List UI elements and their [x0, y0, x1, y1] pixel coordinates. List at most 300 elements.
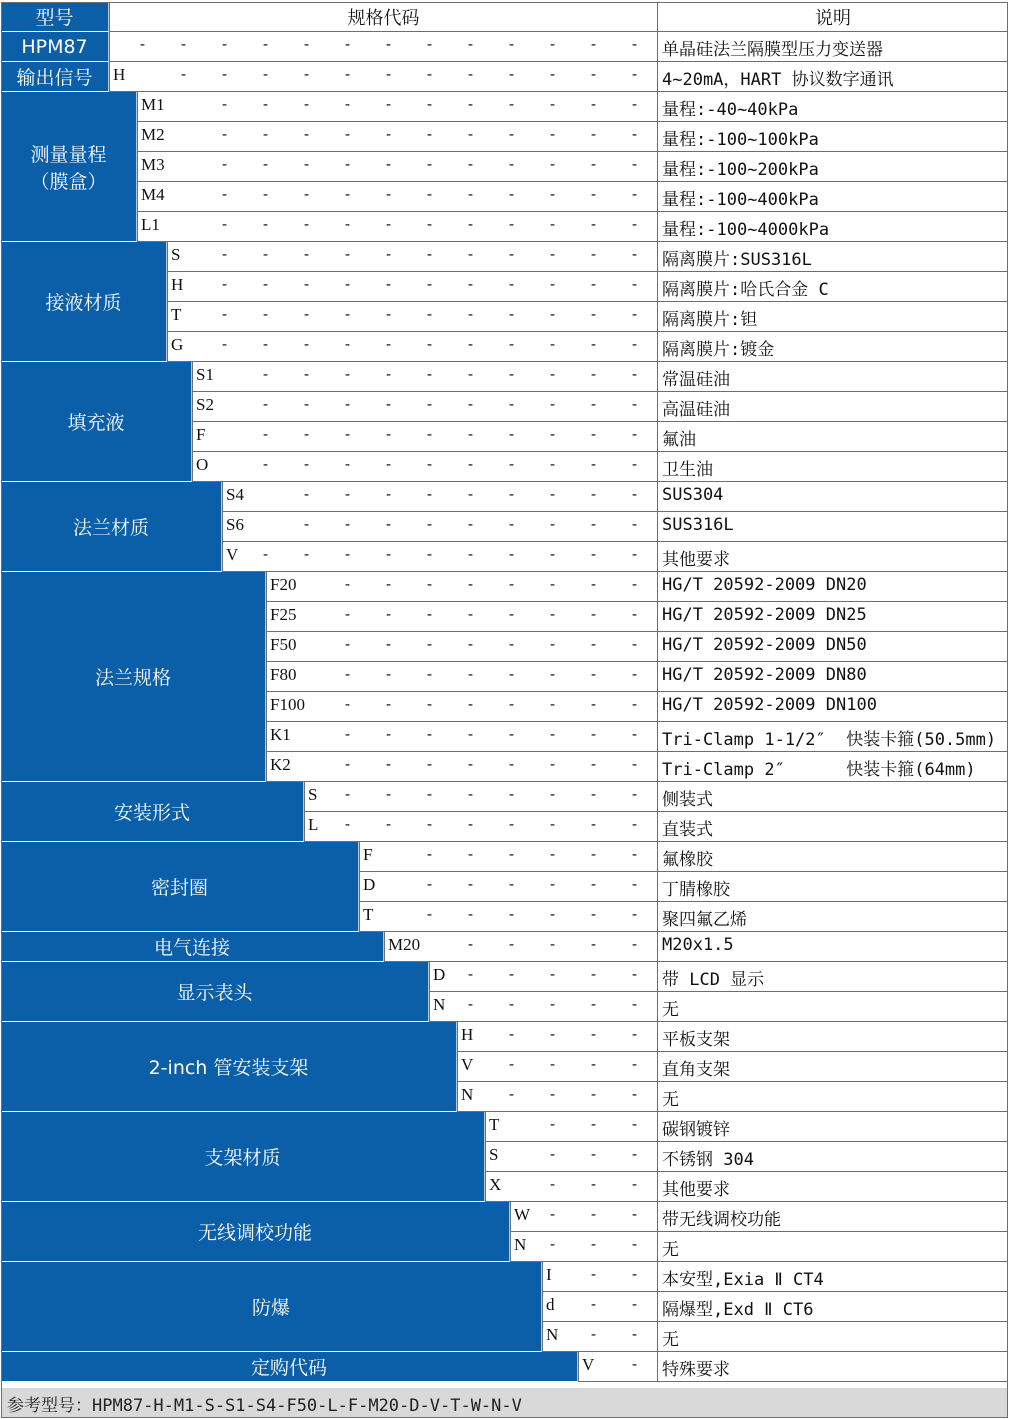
- code-cell: [304, 782, 657, 812]
- dash-leader: -: [466, 635, 476, 653]
- code-value: F20: [270, 575, 297, 594]
- dash-leader: -: [220, 35, 230, 53]
- dash-leader: -: [589, 995, 599, 1013]
- dash-leader: -: [466, 215, 476, 233]
- code-value: S2: [196, 395, 214, 414]
- dash-leader: -: [630, 335, 640, 353]
- dash-leader: -: [589, 1055, 599, 1073]
- code-value: N: [514, 1235, 527, 1254]
- code-cell: [137, 92, 657, 122]
- dash-leader: -: [302, 395, 312, 413]
- dash-leader: -: [589, 605, 599, 623]
- dash-leader: -: [548, 395, 558, 413]
- dash-leader: -: [507, 1025, 517, 1043]
- dash-leader: -: [630, 935, 640, 953]
- dash-leader: -: [425, 65, 435, 83]
- dash-leader: -: [589, 215, 599, 233]
- description-cell: M20x1.5: [657, 932, 1008, 962]
- dash-leader: -: [630, 125, 640, 143]
- code-cell: [222, 512, 657, 542]
- dash-leader: -: [507, 665, 517, 683]
- category-label: 密封圈: [1, 842, 359, 932]
- description-cell: 平板支架: [657, 1022, 1008, 1052]
- category-label: 支架材质: [1, 1112, 485, 1202]
- dash-leader: -: [630, 1085, 640, 1103]
- category-label: 电气连接: [1, 932, 384, 962]
- dash-leader: -: [548, 965, 558, 983]
- dash-leader: -: [507, 845, 517, 863]
- description-cell: 本安型,Exia Ⅱ CT4: [657, 1262, 1008, 1292]
- dash-leader: -: [466, 155, 476, 173]
- dash-leader: -: [343, 35, 353, 53]
- dash-leader: -: [548, 155, 558, 173]
- dash-leader: -: [425, 665, 435, 683]
- code-value: D: [433, 965, 446, 984]
- dash-leader: -: [425, 275, 435, 293]
- dash-leader: -: [425, 185, 435, 203]
- dash-leader: -: [343, 815, 353, 833]
- dash-leader: -: [548, 335, 558, 353]
- dash-leader: -: [425, 245, 435, 263]
- dash-leader: -: [630, 695, 640, 713]
- dash-leader: -: [179, 35, 189, 53]
- dash-leader: -: [507, 695, 517, 713]
- dash-leader: -: [425, 425, 435, 443]
- dash-leader: -: [589, 695, 599, 713]
- description-cell: 隔离膜片:SUS316L: [657, 242, 1008, 272]
- dash-leader: -: [343, 155, 353, 173]
- dash-leader: -: [343, 125, 353, 143]
- dash-leader: -: [384, 605, 394, 623]
- dash-leader: -: [630, 635, 640, 653]
- dash-leader: -: [507, 455, 517, 473]
- code-value: M2: [141, 125, 165, 144]
- code-value: M1: [141, 95, 165, 114]
- dash-leader: -: [261, 425, 271, 443]
- dash-leader: -: [302, 35, 312, 53]
- dash-leader: -: [466, 725, 476, 743]
- description-cell: 聚四氟乙烯: [657, 902, 1008, 932]
- dash-leader: -: [589, 155, 599, 173]
- dash-leader: -: [589, 335, 599, 353]
- dash-leader: -: [302, 365, 312, 383]
- code-cell: [578, 1352, 657, 1382]
- dash-leader: -: [425, 815, 435, 833]
- dash-leader: -: [589, 1325, 599, 1343]
- dash-leader: -: [548, 215, 558, 233]
- dash-leader: -: [548, 425, 558, 443]
- dash-leader: -: [507, 1055, 517, 1073]
- dash-leader: -: [507, 545, 517, 563]
- dash-leader: -: [548, 1085, 558, 1103]
- dash-leader: -: [343, 365, 353, 383]
- code-value: S6: [226, 515, 244, 534]
- dash-leader: -: [466, 515, 476, 533]
- dash-leader: -: [343, 305, 353, 323]
- dash-leader: -: [466, 125, 476, 143]
- description-cell: 高温硅油: [657, 392, 1008, 422]
- dash-leader: -: [466, 335, 476, 353]
- dash-leader: -: [548, 1145, 558, 1163]
- dash-leader: -: [630, 455, 640, 473]
- dash-leader: -: [507, 875, 517, 893]
- dash-leader: -: [507, 65, 517, 83]
- dash-leader: -: [384, 275, 394, 293]
- dash-leader: -: [630, 365, 640, 383]
- dash-leader: -: [343, 515, 353, 533]
- dash-leader: -: [384, 785, 394, 803]
- code-value: H: [461, 1025, 474, 1044]
- dash-leader: -: [220, 125, 230, 143]
- description-cell: HG/T 20592-2009 DN20: [657, 572, 1008, 602]
- description-cell: 侧装式: [657, 782, 1008, 812]
- dash-leader: -: [384, 335, 394, 353]
- dash-leader: -: [548, 635, 558, 653]
- dash-leader: -: [466, 785, 476, 803]
- dash-leader: -: [589, 755, 599, 773]
- dash-leader: -: [220, 305, 230, 323]
- code-cell: [542, 1322, 657, 1352]
- dash-leader: -: [507, 125, 517, 143]
- dash-leader: -: [343, 335, 353, 353]
- dash-leader: -: [589, 1265, 599, 1283]
- dash-leader: -: [630, 275, 640, 293]
- dash-leader: -: [630, 395, 640, 413]
- dash-leader: -: [589, 275, 599, 293]
- dash-leader: -: [548, 35, 558, 53]
- description-cell: 氟橡胶: [657, 842, 1008, 872]
- dash-leader: -: [261, 65, 271, 83]
- dash-leader: -: [507, 1085, 517, 1103]
- code-cell: [359, 872, 657, 902]
- dash-leader: -: [343, 725, 353, 743]
- category-label: 安装形式: [1, 782, 304, 842]
- dash-leader: -: [589, 395, 599, 413]
- dash-leader: -: [507, 725, 517, 743]
- dash-leader: -: [630, 575, 640, 593]
- dash-leader: -: [466, 425, 476, 443]
- dash-leader: -: [302, 275, 312, 293]
- dash-leader: -: [589, 305, 599, 323]
- description-cell: HG/T 20592-2009 DN25: [657, 602, 1008, 632]
- code-value: T: [363, 905, 374, 924]
- code-value: K1: [270, 725, 291, 744]
- dash-leader: -: [220, 95, 230, 113]
- code-value: V: [461, 1055, 474, 1074]
- dash-leader: -: [630, 155, 640, 173]
- dash-leader: -: [548, 305, 558, 323]
- dash-leader: -: [384, 665, 394, 683]
- dash-leader: -: [548, 275, 558, 293]
- dash-leader: -: [261, 545, 271, 563]
- code-cell: [266, 632, 657, 662]
- header-spec: 规格代码: [109, 2, 657, 32]
- dash-leader: -: [507, 365, 517, 383]
- dash-leader: -: [220, 65, 230, 83]
- code-cell: [429, 962, 657, 992]
- dash-leader: -: [589, 545, 599, 563]
- dash-leader: -: [384, 815, 394, 833]
- dash-leader: -: [261, 185, 271, 203]
- dash-leader: -: [630, 485, 640, 503]
- dash-leader: -: [343, 425, 353, 443]
- dash-leader: -: [261, 125, 271, 143]
- dash-leader: -: [630, 1295, 640, 1313]
- dash-leader: -: [466, 665, 476, 683]
- dash-leader: -: [466, 365, 476, 383]
- dash-leader: -: [548, 455, 558, 473]
- code-cell: [510, 1202, 657, 1232]
- code-cell: [137, 212, 657, 242]
- dash-leader: -: [384, 425, 394, 443]
- description-cell: 特殊要求: [657, 1352, 1008, 1382]
- code-cell: [167, 272, 657, 302]
- dash-leader: -: [548, 1175, 558, 1193]
- dash-leader: -: [384, 725, 394, 743]
- dash-leader: -: [507, 335, 517, 353]
- code-cell: [266, 722, 657, 752]
- dash-leader: -: [507, 155, 517, 173]
- dash-leader: -: [261, 245, 271, 263]
- description-cell: HG/T 20592-2009 DN100: [657, 692, 1008, 722]
- code-value: K2: [270, 755, 291, 774]
- code-value: O: [196, 455, 209, 474]
- dash-leader: -: [466, 395, 476, 413]
- dash-leader: -: [589, 1115, 599, 1133]
- dash-leader: -: [507, 605, 517, 623]
- dash-leader: -: [302, 425, 312, 443]
- dash-leader: -: [343, 605, 353, 623]
- code-cell: [192, 452, 657, 482]
- dash-leader: -: [548, 515, 558, 533]
- dash-leader: -: [466, 275, 476, 293]
- dash-leader: -: [466, 905, 476, 923]
- dash-leader: -: [589, 785, 599, 803]
- dash-leader: -: [425, 515, 435, 533]
- dash-leader: -: [548, 935, 558, 953]
- dash-leader: -: [548, 995, 558, 1013]
- description-cell: 隔离膜片:钽: [657, 302, 1008, 332]
- dash-leader: -: [630, 305, 640, 323]
- dash-leader: -: [302, 155, 312, 173]
- code-cell: [510, 1232, 657, 1262]
- dash-leader: -: [589, 245, 599, 263]
- dash-leader: -: [384, 575, 394, 593]
- description-cell: 带 LCD 显示: [657, 962, 1008, 992]
- dash-leader: -: [425, 395, 435, 413]
- dash-leader: -: [425, 125, 435, 143]
- dash-leader: -: [425, 875, 435, 893]
- code-value: L: [308, 815, 319, 834]
- code-cell: [266, 662, 657, 692]
- code-cell: [384, 932, 657, 962]
- dash-leader: -: [179, 65, 189, 83]
- dash-leader: -: [589, 665, 599, 683]
- dash-leader: -: [630, 245, 640, 263]
- dash-leader: -: [425, 35, 435, 53]
- dash-leader: -: [507, 275, 517, 293]
- dash-leader: -: [466, 545, 476, 563]
- dash-leader: -: [630, 755, 640, 773]
- code-value: I: [546, 1265, 552, 1284]
- dash-leader: -: [589, 635, 599, 653]
- category-label: 防爆: [1, 1262, 542, 1352]
- description-cell: Tri-Clamp 1-1/2″ 快装卡箍(50.5mm): [657, 722, 1008, 752]
- dash-leader: -: [507, 995, 517, 1013]
- dash-leader: -: [630, 1175, 640, 1193]
- dash-leader: -: [589, 935, 599, 953]
- dash-leader: -: [425, 785, 435, 803]
- dash-leader: -: [425, 155, 435, 173]
- dash-leader: -: [507, 395, 517, 413]
- dash-leader: -: [548, 845, 558, 863]
- dash-leader: -: [548, 815, 558, 833]
- category-label: 接液材质: [1, 242, 167, 362]
- dash-leader: -: [548, 1205, 558, 1223]
- dash-leader: -: [466, 575, 476, 593]
- dash-leader: -: [261, 335, 271, 353]
- dash-leader: -: [548, 785, 558, 803]
- dash-leader: -: [343, 695, 353, 713]
- dash-leader: -: [466, 245, 476, 263]
- dash-leader: -: [384, 65, 394, 83]
- dash-leader: -: [507, 965, 517, 983]
- dash-leader: -: [507, 425, 517, 443]
- dash-leader: -: [384, 395, 394, 413]
- dash-leader: -: [630, 1055, 640, 1073]
- dash-leader: -: [589, 875, 599, 893]
- dash-leader: -: [302, 545, 312, 563]
- dash-leader: -: [630, 1325, 640, 1343]
- dash-leader: -: [466, 305, 476, 323]
- dash-leader: -: [425, 845, 435, 863]
- dash-leader: -: [343, 245, 353, 263]
- code-value: N: [433, 995, 446, 1014]
- code-cell: [109, 62, 657, 92]
- dash-leader: -: [589, 905, 599, 923]
- dash-leader: -: [630, 185, 640, 203]
- dash-leader: -: [589, 425, 599, 443]
- dash-leader: -: [630, 725, 640, 743]
- dash-leader: -: [630, 1235, 640, 1253]
- code-value: d: [546, 1295, 555, 1314]
- dash-leader: -: [466, 755, 476, 773]
- dash-leader: -: [630, 815, 640, 833]
- dash-leader: -: [302, 335, 312, 353]
- code-value: F25: [270, 605, 297, 624]
- dash-leader: -: [466, 605, 476, 623]
- code-value: V: [226, 545, 239, 564]
- dash-leader: -: [507, 215, 517, 233]
- dash-leader: -: [589, 845, 599, 863]
- dash-leader: -: [507, 485, 517, 503]
- dash-leader: -: [630, 1205, 640, 1223]
- description-cell: 氟油: [657, 422, 1008, 452]
- code-cell: [192, 422, 657, 452]
- dash-leader: -: [630, 1265, 640, 1283]
- reference-model: 参考型号：HPM87-H-M1-S-S1-S4-F50-L-F-M20-D-V-T-W-N-V: [1, 1388, 1008, 1418]
- dash-leader: -: [548, 575, 558, 593]
- code-cell: [542, 1262, 657, 1292]
- dash-leader: -: [343, 95, 353, 113]
- description-cell: 量程:-40~40kPa: [657, 92, 1008, 122]
- dash-leader: -: [548, 695, 558, 713]
- category-label: 2-inch 管安装支架: [1, 1022, 457, 1112]
- code-value: M20: [388, 935, 421, 954]
- dash-leader: -: [507, 815, 517, 833]
- code-cell: [457, 1052, 657, 1082]
- dash-leader: -: [343, 635, 353, 653]
- dash-leader: -: [548, 545, 558, 563]
- dash-leader: -: [384, 755, 394, 773]
- code-value: N: [461, 1085, 474, 1104]
- dash-leader: -: [302, 185, 312, 203]
- dash-leader: -: [548, 185, 558, 203]
- dash-leader: -: [302, 95, 312, 113]
- dash-leader: -: [589, 1175, 599, 1193]
- dash-leader: -: [343, 665, 353, 683]
- dash-leader: -: [507, 35, 517, 53]
- dash-leader: -: [261, 95, 271, 113]
- category-label: 测量量程 （膜盒）: [1, 92, 137, 242]
- description-cell: HG/T 20592-2009 DN80: [657, 662, 1008, 692]
- dash-leader: -: [548, 485, 558, 503]
- code-value: S: [308, 785, 318, 804]
- code-value: S4: [226, 485, 244, 504]
- dash-leader: -: [343, 575, 353, 593]
- dash-leader: -: [220, 185, 230, 203]
- dash-leader: -: [343, 785, 353, 803]
- dash-leader: -: [630, 995, 640, 1013]
- dash-leader: -: [261, 365, 271, 383]
- dash-leader: -: [507, 635, 517, 653]
- dash-leader: -: [589, 365, 599, 383]
- dash-leader: -: [425, 635, 435, 653]
- dash-leader: -: [630, 605, 640, 623]
- code-value: F50: [270, 635, 297, 654]
- dash-leader: -: [384, 305, 394, 323]
- dash-leader: -: [425, 725, 435, 743]
- description-cell: SUS316L: [657, 512, 1008, 542]
- dash-leader: -: [548, 905, 558, 923]
- header-desc: 说明: [657, 2, 1008, 32]
- dash-leader: -: [343, 65, 353, 83]
- code-cell: [457, 1082, 657, 1112]
- category-label: 显示表头: [1, 962, 429, 1022]
- description-cell: 无: [657, 1082, 1008, 1112]
- dash-leader: -: [630, 425, 640, 443]
- dash-leader: -: [220, 155, 230, 173]
- code-value: N: [546, 1325, 559, 1344]
- description-cell: 不锈钢 304: [657, 1142, 1008, 1172]
- dash-leader: -: [589, 965, 599, 983]
- dash-leader: -: [466, 65, 476, 83]
- dash-leader: -: [425, 335, 435, 353]
- dash-leader: -: [589, 815, 599, 833]
- dash-leader: -: [548, 95, 558, 113]
- dash-leader: -: [384, 515, 394, 533]
- code-cell: [222, 542, 657, 572]
- code-value: H: [171, 275, 184, 294]
- code-value: F100: [270, 695, 305, 714]
- dash-leader: -: [589, 725, 599, 743]
- dash-leader: -: [630, 1115, 640, 1133]
- dash-leader: -: [548, 125, 558, 143]
- code-cell: [485, 1112, 657, 1142]
- code-cell: [542, 1292, 657, 1322]
- dash-leader: -: [343, 455, 353, 473]
- dash-leader: -: [507, 755, 517, 773]
